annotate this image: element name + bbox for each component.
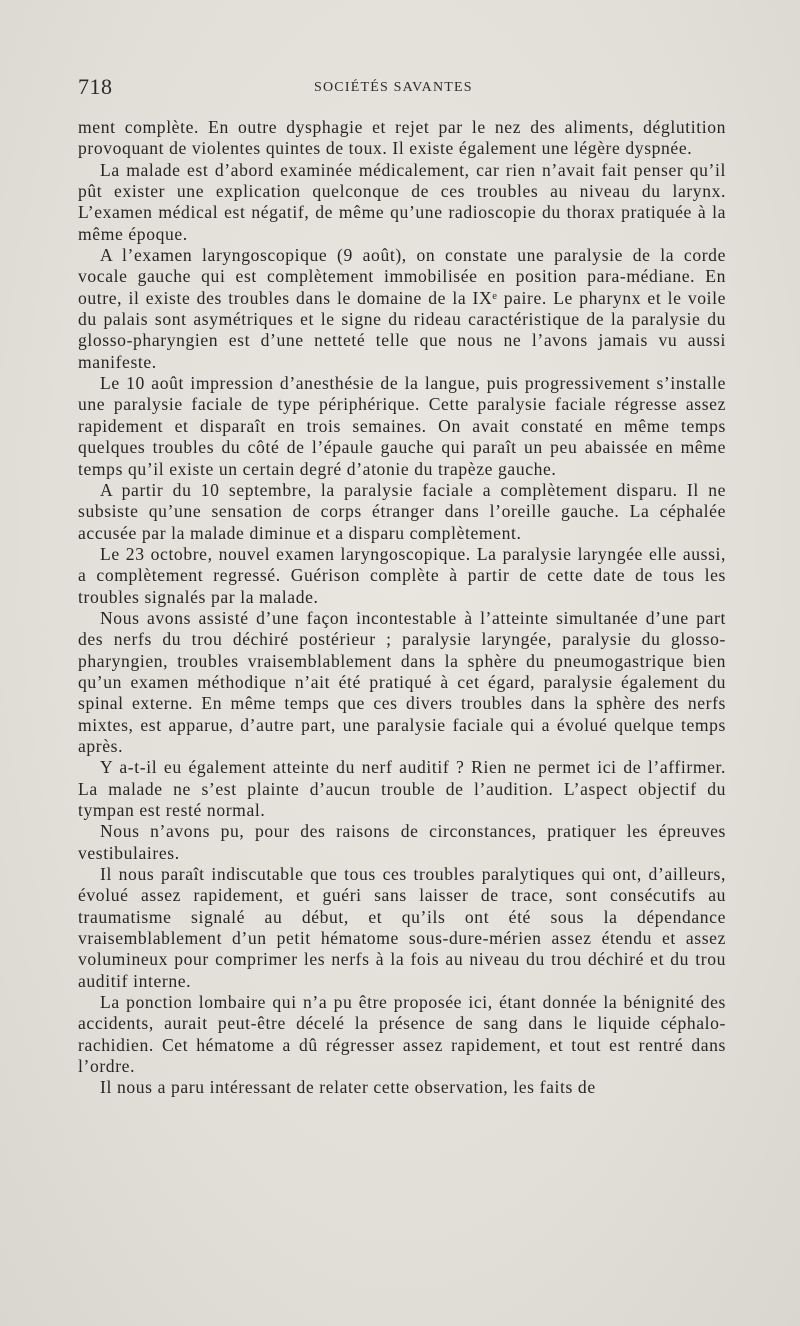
paragraph: La ponction lombaire qui n’a pu être proposée ici, étant donnée la bénignité des accidents, aurait peut-être décelé la présence de sang dans le liquide céphalo-rachidien. Cet hématome a dû régresser assez rapidement, et tout est rentré dans l’ordre. — [78, 992, 726, 1077]
paragraph: Nous n’avons pu, pour des raisons de circonstances, pratiquer les épreuves vestibulaires. — [78, 821, 726, 863]
page-header — [78, 74, 726, 100]
paragraph: Il nous paraît indiscutable que tous ces troubles paralytiques qui ont, d’ailleurs, évolué assez rapidement, et guéri sans laisser de trace, sont consécutifs au traumatisme signalé au début, et qu’ils ont été sous la dépendance vraisemblablement d’un petit hématome sous-dure-mérien assez étendu et assez volumineux pour comprimer les nerfs à la fois au niveau du trou déchiré et du trou auditif interne. — [78, 864, 726, 991]
running-title: SOCIÉTÉS SAVANTES — [314, 80, 473, 95]
paragraph: Il nous a paru intéressant de relater cette observation, les faits de — [100, 1077, 596, 1098]
paragraph: Y a-t-il eu également atteinte du nerf auditif ? Rien ne permet ici de l’affirmer. La malade ne s’est plainte d’aucun trouble de l’audition. L’aspect objectif du tympan est resté normal. — [78, 757, 726, 820]
page-number: 718 — [78, 74, 113, 99]
paragraph: Le 23 octobre, nouvel examen laryngoscopique. La paralysie laryngée elle aussi, a complètement regressé. Guérison complète à partir de cette date de tous les troubles signalés par la malade. — [78, 543, 726, 607]
paragraph: A partir du 10 septembre, la paralysie faciale a complètement disparu. Il ne subsiste qu’une sensation de corps étranger dans l’oreille gauche. La céphalée accusée par la malade diminue et a disparu complètement. — [78, 479, 726, 543]
paragraph: Nous avons assisté d’une façon incontestable à l’atteinte simultanée d’une part des nerfs du trou déchiré postérieur ; paralysie laryngée, paralysie du glosso-pharyngien, troubles vraisemblablement dans la sphère du pneumogastrique bien qu’un examen méthodique n’ait été pratiqué à cet égard, paralysie également du spinal externe. En même temps que ces divers troubles dans la sphère des nerfs mixtes, est apparue, d’autre part, une paralysie faciale qui a évolué quelque temps après. — [78, 607, 726, 756]
paragraph: A l’examen laryngoscopique (9 août), on constate une paralysie de la corde vocale gauche qui est complètement immobilisée en position para-médiane. En outre, il existe des troubles dans le domaine de la IXᵉ paire. Le pharynx et le voile du palais sont asymétriques et le signe du rideau caractéristique de la paralysie du glosso-pharyngien est d’une netteté telle que nous ne l’avons jamais vu aussi manifeste. — [78, 245, 726, 372]
paragraph: La malade est d’abord examinée médicalement, car rien n’avait fait penser qu’il pût exister une explication quelconque de ces troubles au niveau du larynx. L’examen médical est négatif, de même qu’une radioscopie du thorax pratiquée à la même époque. — [78, 159, 726, 244]
paragraph: Le 10 août impression d’anesthésie de la langue, puis progressivement s’installe une paralysie faciale de type périphérique. Cette paralysie faciale régresse assez rapidement et disparaît en trois semaines. On avait constaté en même temps quelques troubles du côté de l’épaule gauche qui paraît un peu abaissée en même temps qu’il existe un certain degré d’atonie du trapèze gauche. — [78, 373, 726, 479]
body-text — [78, 117, 726, 1099]
paragraph: ment complète. En outre dysphagie et rejet par le nez des aliments, déglutition provoquant de violentes quintes de toux. Il existe également une légère dyspnée. — [78, 117, 726, 159]
